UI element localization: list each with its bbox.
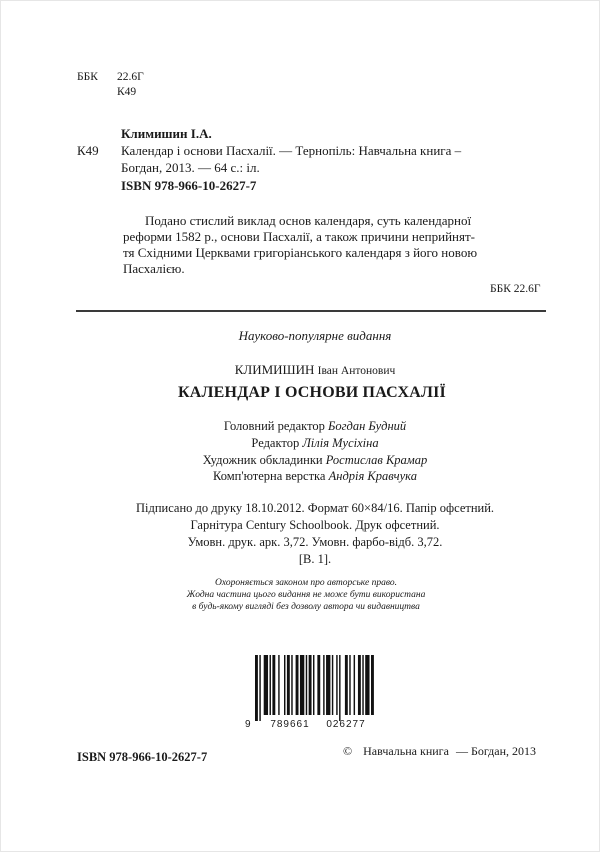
- barcode-bar: [371, 655, 374, 715]
- annotation-line: реформи 1582 р., основи Пасхалії, а також причини неприйнят-: [123, 229, 475, 244]
- copyright-notice-line: Жодна частина цього видання не може бути використана: [186, 590, 426, 600]
- barcode-bar: [255, 655, 258, 721]
- catalog-title-line1: Календар і основи Пасхалії. — Тернопіль: Навчальна книга –: [121, 143, 462, 158]
- isbn-barcode: [245, 655, 383, 735]
- barcode-bar: [345, 655, 348, 715]
- barcode-bar: [300, 655, 304, 715]
- barcode-bar: [284, 655, 285, 715]
- credit-name: Лілія Мусіхіна: [302, 435, 379, 450]
- print-info-line: Підписано до друку 18.10.2012. Формат 60×84/16. Папір офсетний.: [135, 501, 495, 515]
- annotation-line: Подано стислий виклад основ календаря, суть календарної: [145, 213, 472, 228]
- barcode-bar: [291, 655, 292, 715]
- print-info-line: Гарнітура Century Schoolbook. Друк офсетний.: [190, 518, 440, 532]
- author-surname: КЛИМИШИН: [234, 362, 315, 377]
- credit-line: [0, 468, 600, 485]
- barcode-bar: [296, 655, 299, 715]
- barcode-bar: [365, 655, 369, 715]
- credit-line: [0, 418, 600, 435]
- edition-type: Науково-популярне видання: [238, 328, 392, 343]
- barcode-bar: [309, 655, 312, 715]
- book-title: КАЛЕНДАР І ОСНОВИ ПАСХАЛІЇ: [178, 384, 446, 401]
- barcode-bar: [278, 655, 279, 715]
- annotation: [123, 213, 547, 277]
- barcode-group1: 789661: [270, 719, 310, 730]
- bbk-code: 22.6Г: [117, 71, 144, 83]
- barcode-bar: [354, 655, 355, 715]
- footer-year: — Богдан, 2013: [455, 744, 537, 758]
- barcode-bar: [332, 655, 333, 715]
- barcode-group2: 026277: [326, 719, 366, 730]
- barcode-bar: [272, 655, 275, 715]
- print-info: [0, 500, 600, 568]
- print-info-line: Умовн. друк. арк. 3,72. Умовн. фарбо-відб. 3,72.: [187, 535, 443, 549]
- annotation-line: Пасхалією.: [123, 261, 185, 276]
- copyright-symbol-icon: ©: [343, 744, 353, 758]
- credit-role: Художник обкладинки: [202, 452, 323, 467]
- catalog-isbn: ISBN 978-966-10-2627-7: [121, 178, 257, 193]
- barcode-bar: [306, 655, 307, 715]
- barcode-bar: [287, 655, 290, 715]
- barcode-bar: [358, 655, 361, 715]
- credit-role: Редактор: [251, 435, 300, 450]
- barcode-bar: [323, 655, 324, 715]
- bbk-label: ББК: [77, 71, 98, 83]
- credits: [0, 418, 600, 485]
- footer-copyright: [343, 744, 536, 759]
- credit-line: [0, 435, 600, 452]
- barcode-bar: [259, 655, 260, 721]
- credit-name: Андрія Кравчука: [328, 469, 417, 484]
- copyright-notice-line: в будь-якому вигляді без дозволу автора чи видавництва: [192, 602, 420, 612]
- divider: [76, 310, 546, 312]
- catalog-author: Климишин І.А.: [121, 126, 212, 141]
- author-names: Іван Антонович: [317, 365, 396, 377]
- copyright-notice: [0, 577, 600, 613]
- credit-role: Комп'ютерна верстка: [213, 469, 326, 484]
- catalog-mark: К49: [77, 143, 99, 158]
- barcode-bar: [336, 655, 337, 715]
- barcode-bar: [270, 655, 271, 715]
- credit-line: [0, 452, 600, 469]
- bbk-author-mark: К49: [117, 86, 137, 98]
- catalog-title-line2: Богдан, 2013. — 64 с.: іл.: [121, 160, 260, 175]
- barcode-bar: [326, 655, 330, 715]
- barcode-bar: [362, 655, 363, 715]
- credit-role: Головний редактор: [223, 419, 325, 433]
- barcode-bar: [313, 655, 314, 715]
- annotation-bbk: ББК 22.6Г: [490, 283, 541, 295]
- footer-publisher: Навчальна книга: [363, 744, 449, 758]
- credit-name: Богдан Будний: [328, 419, 407, 433]
- barcode-bar: [339, 655, 340, 721]
- barcode-bars-icon: [245, 655, 383, 721]
- barcode-bar: [349, 655, 350, 715]
- footer-isbn: ISBN 978-966-10-2627-7: [77, 750, 208, 764]
- credit-name: Ростислав Крамар: [325, 452, 428, 467]
- annotation-line: тя Східними Церквами григоріанського календаря з його новою: [123, 245, 478, 260]
- barcode-bar: [317, 655, 320, 715]
- author-line: [0, 362, 600, 378]
- print-info-line: [В. 1].: [298, 552, 332, 566]
- copyright-notice-line: Охороняється законом про авторське право.: [215, 578, 397, 588]
- barcode-bar: [264, 655, 268, 715]
- barcode-lead-digit: 9: [245, 719, 251, 730]
